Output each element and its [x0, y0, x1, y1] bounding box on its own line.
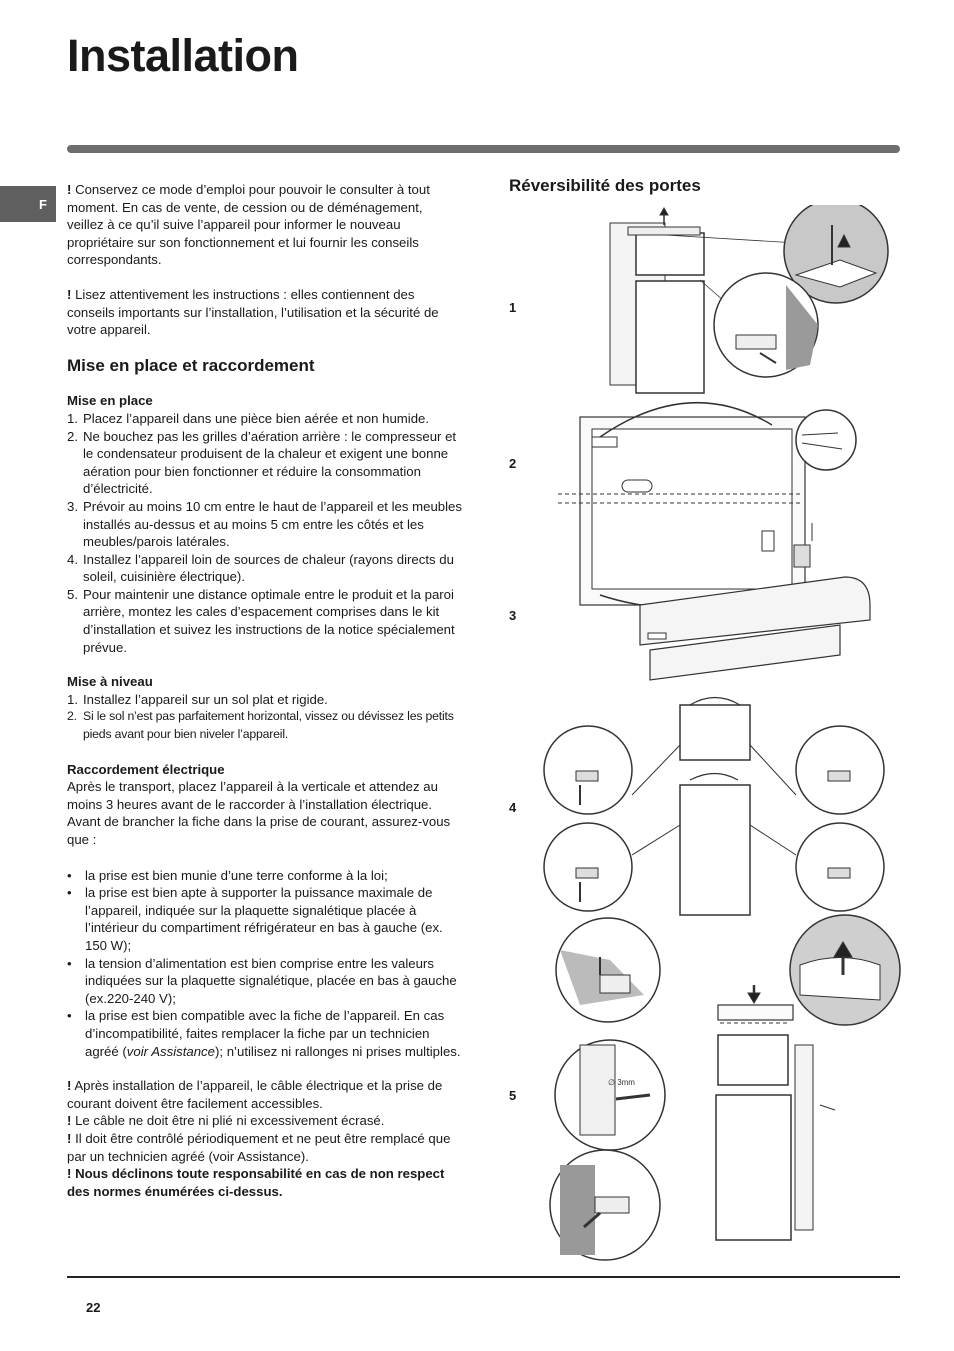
warning-1: ! Après installation de l’appareil, le câble électrique et la prise de courant doivent être facilement accessibles.	[67, 1078, 443, 1111]
subheading-mise-a-niveau: Mise à niveau	[67, 674, 153, 690]
detail-circle-4b	[796, 726, 884, 814]
list-item: 1. Placez l’appareil dans une pièce bien aérée et non humide.	[67, 410, 430, 426]
warning-mark: !	[67, 286, 72, 302]
list-item: 4. Installez l’appareil loin de sources de chaleur (rayons directs du soleil, cuisinière électrique).	[67, 551, 454, 585]
intro-paragraph-1: ! Conservez ce mode d’emploi pour pouvoir le consulter à tout moment. En cas de vente, de cession ou de déménagement, veillez à ce qu’il suive l’appareil pour informer le nouveau propriétaire sur son fonctionnement et lui fournir les conseils correspondants.	[67, 182, 430, 268]
warning-mark: !	[67, 182, 72, 197]
step-number-1: 1	[509, 300, 517, 315]
subheading-mise-en-place: Mise en place	[67, 393, 153, 409]
list-item: 3. Prévoir au moins 10 cm entre le haut de l’appareil et les meubles installés au-dessus et au moins 5 cm entre les côtés et les meubles/parois latérales.	[67, 498, 462, 550]
list-item: • la prise est bien apte à supporter la puissance maximale de l’appareil, indiquée sur la plaquette signalétique placée à l’intérieur du compartiment réfrigérateur en bas à gauche (ex. 150 W);	[67, 884, 462, 954]
detail-circle-4a	[544, 726, 632, 814]
warning-3: ! Il doit être contrôlé périodiquement et ne peut être remplacé que par un technicien agréé (voir Assistance).	[67, 1130, 451, 1164]
door-reversal-diagram	[540, 205, 902, 1261]
language-tab: F	[0, 186, 56, 222]
step-number-5: 5	[509, 1088, 517, 1103]
footer-rule	[67, 1276, 900, 1278]
detail-circle-4d	[796, 823, 884, 911]
step4-illustration	[544, 698, 884, 916]
list-item: 1. Installez l’appareil sur un sol plat et rigide.	[67, 691, 328, 707]
detail-circle-screws	[796, 410, 856, 470]
step1-illustration	[610, 205, 888, 393]
list-item: • la tension d’alimentation est bien comprise entre les valeurs indiquées sur la plaquette signalétique, placée en bas à gauche (ex.220-240 V);	[67, 955, 462, 1008]
section-heading-placement: Mise en place et raccordement	[67, 355, 315, 375]
header-rule	[67, 145, 900, 153]
warning-2: ! Le câble ne doit être ni plié ni excessivement écrasé.	[67, 1113, 385, 1129]
list-item: 5. Pour maintenir une distance optimale entre le produit et la paroi arrière, montez les cales d’espacement comprises dans le kit d’installation et suivez les instructions de la notice spécialement prévue.	[67, 586, 455, 655]
raccordement-intro: Après le transport, placez l’appareil à la verticale et attendez au moins 3 heures avant de le raccorder à l’installation électrique. Avant de brancher la fiche dans la prise de courant, assurez-vous que :	[67, 779, 451, 847]
drill-size-label: ∅ 3mm	[608, 1078, 635, 1087]
step5-illustration	[550, 915, 900, 1260]
step2-3-illustration	[558, 403, 870, 680]
mise-a-niveau-list	[67, 691, 462, 744]
step-number-4: 4	[509, 800, 517, 815]
list-item: 2. Ne bouchez pas les grilles d’aération arrière : le compresseur et le condensateur produisent de la chaleur et exigent une bonne aération pour bien fonctionner et réduire la consommation d’électricité.	[67, 428, 457, 497]
mise-en-place-list	[67, 410, 462, 656]
intro-paragraph-2: ! Lisez attentivement les instructions : elles contiennent des conseils importants sur l’installation, l’utilisation et la sécurité de votre appareil.	[67, 286, 439, 338]
list-item: 2. Si le sol n’est pas parfaitement horizontal, vissez ou dévissez les petits pieds avant pour bien niveler l’appareil.	[67, 709, 454, 742]
list-item: • la prise est bien compatible avec la fiche de l’appareil. En cas d’incompatibilité, faites remplacer la fiche par un technicien agréé (voir Assistance); n’utilisez ni rallonges ni prises multiples.	[67, 1007, 462, 1060]
page-number: 22	[86, 1300, 101, 1315]
reversibility-heading: Réversibilité des portes	[509, 176, 701, 195]
step-number-3: 3	[509, 608, 517, 623]
step-number-2: 2	[509, 456, 517, 471]
warning-4: ! Nous déclinons toute responsabilité en cas de non respect des normes énumérées ci-dessus.	[67, 1166, 445, 1199]
raccordement-bullets	[67, 867, 462, 1061]
subheading-raccordement: Raccordement électrique	[67, 761, 225, 777]
list-item: • la prise est bien munie d’une terre conforme à la loi;	[67, 867, 462, 885]
detail-circle-4c	[544, 823, 632, 911]
page-title: Installation	[67, 30, 299, 81]
left-column	[67, 181, 462, 1200]
